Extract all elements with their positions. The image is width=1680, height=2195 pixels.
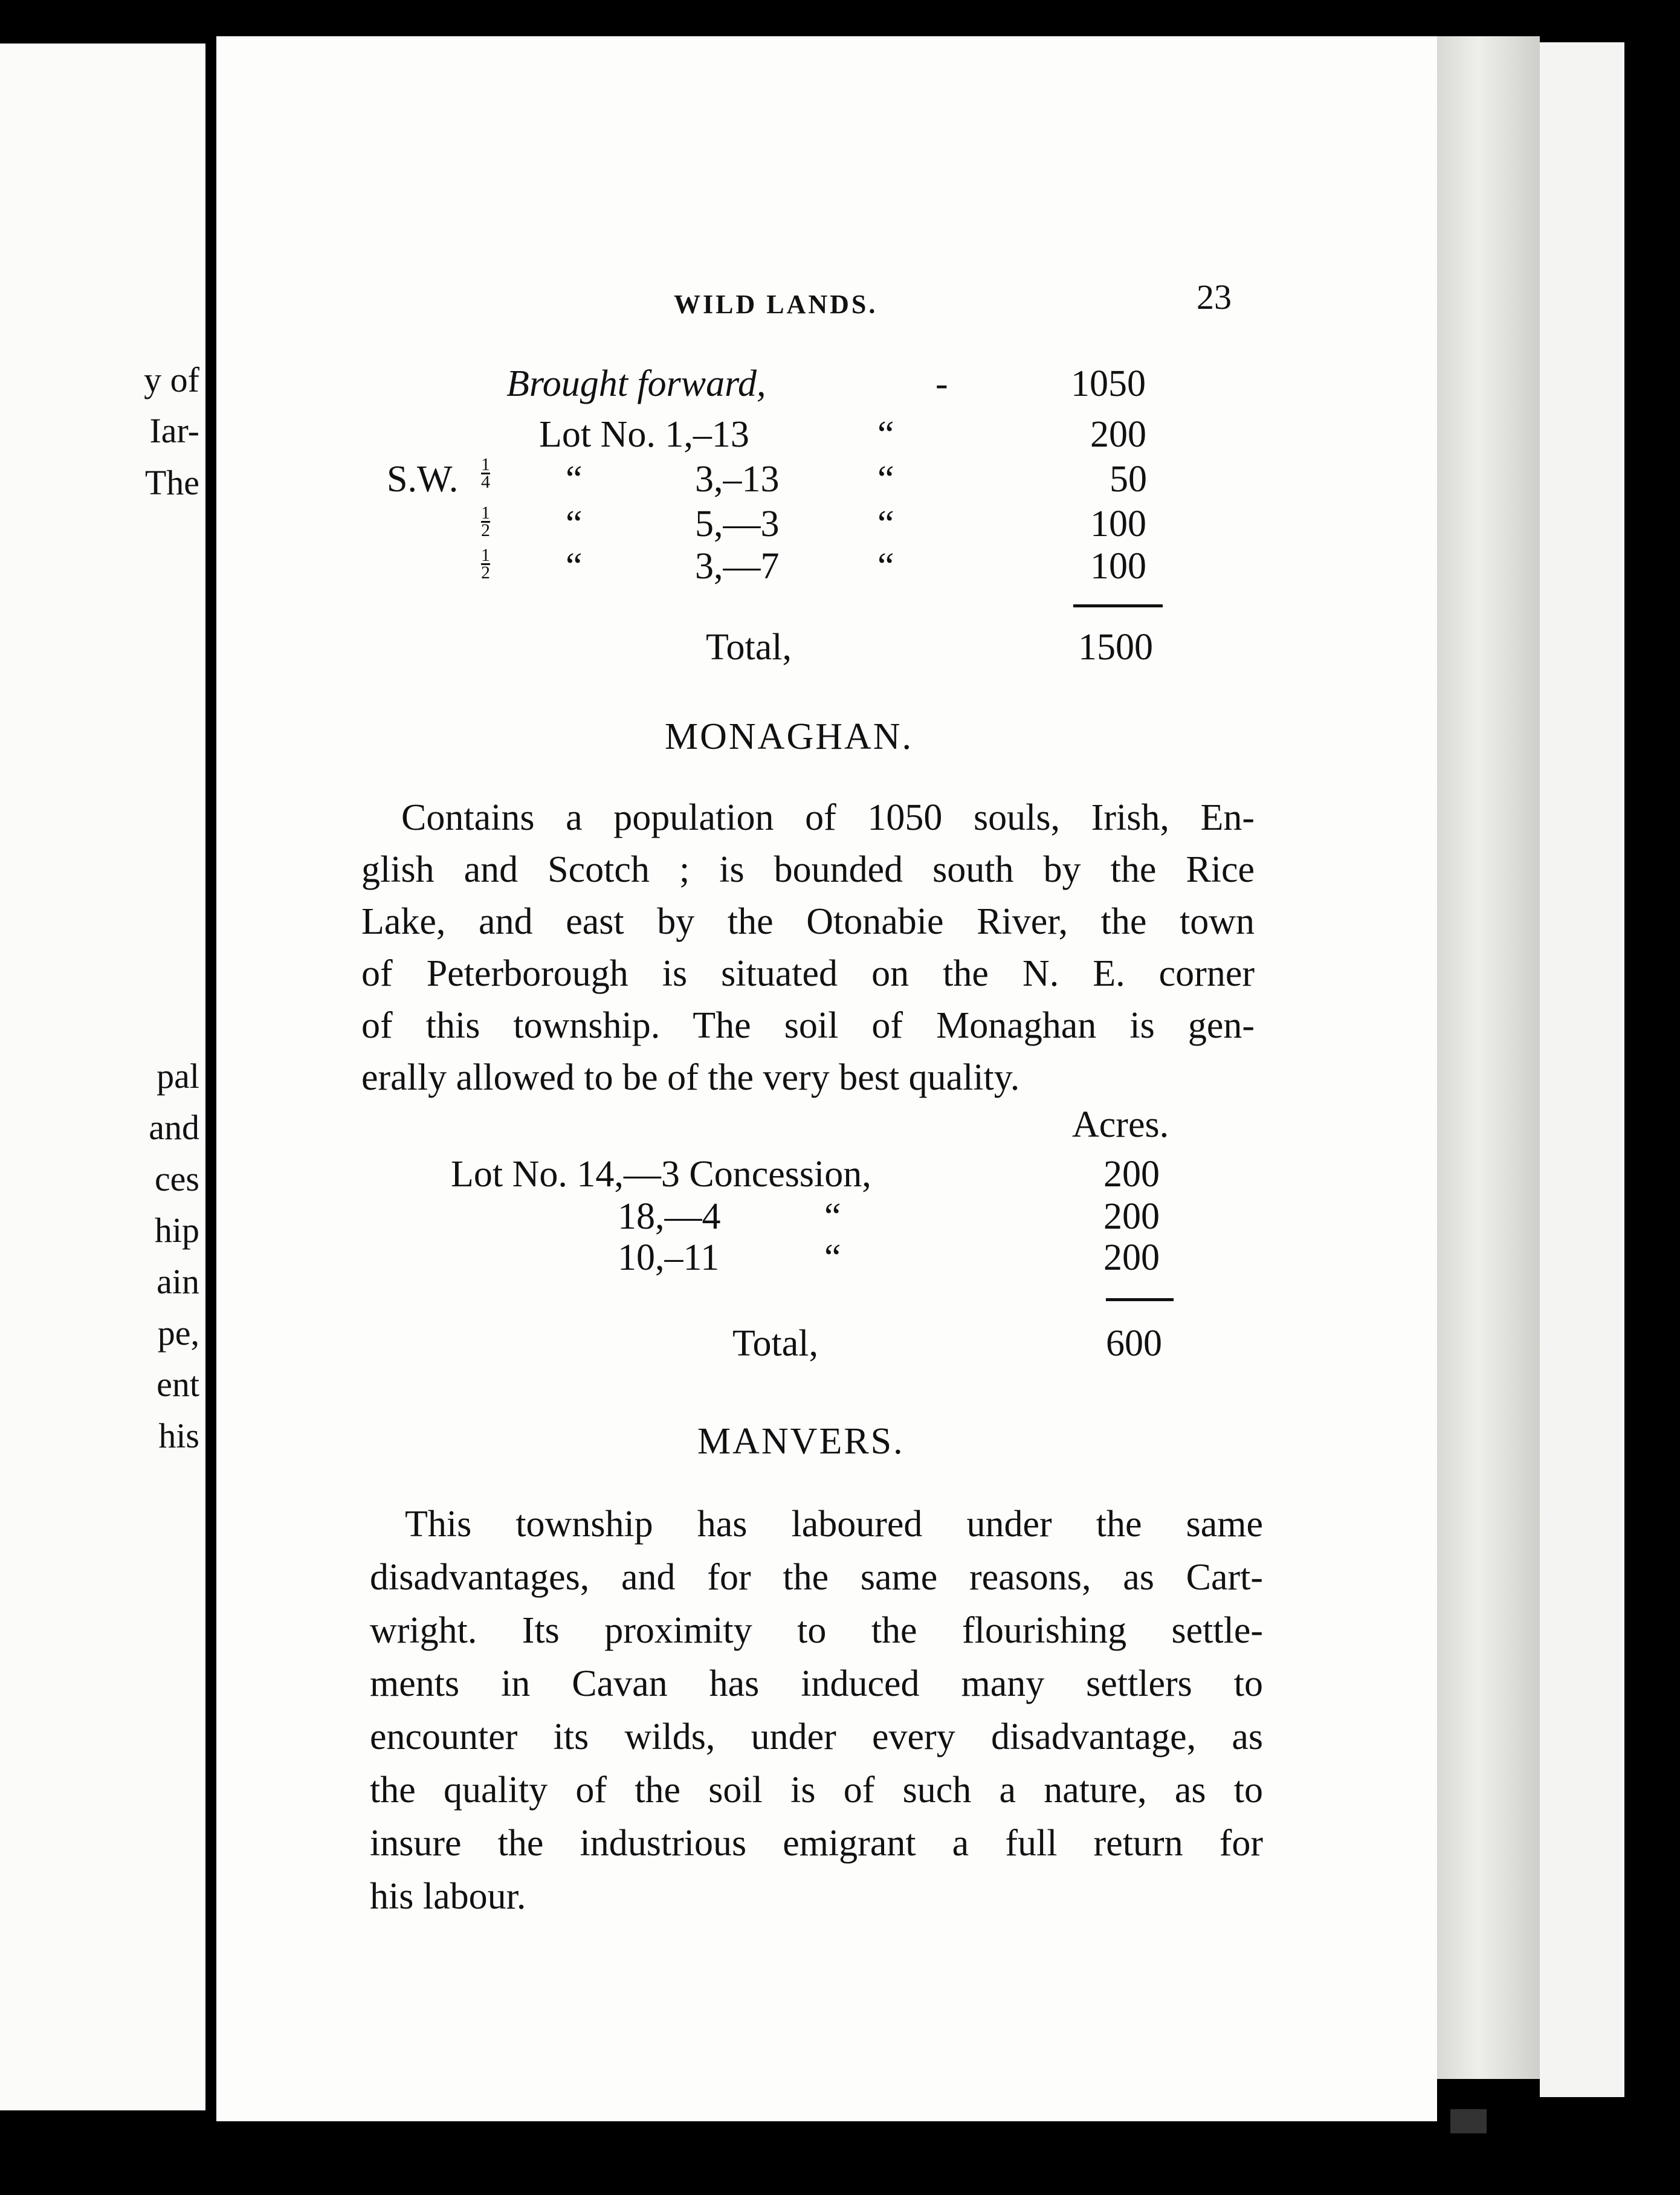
table1-total-value: 1500 (1078, 627, 1153, 668)
left-page-line: his (158, 1416, 199, 1455)
book-gutter (205, 36, 216, 2121)
paragraph-line: of Peterborough is situated on the N. E. corner (361, 953, 1255, 994)
fraction-numerator: 1 (481, 545, 490, 565)
monaghan-acres: 200 (1103, 1237, 1160, 1278)
left-page-line: Iar- (149, 411, 199, 450)
paragraph-line: This township has laboured under the same (405, 1504, 1263, 1545)
left-page-line: ent (157, 1365, 199, 1404)
paragraph-line: the quality of the soil is of such a nature, as to (370, 1770, 1263, 1811)
table1-quote: “ (566, 546, 583, 587)
monaghan-acres: 200 (1103, 1154, 1160, 1195)
paragraph-line: glish and Scotch ; is bounded south by the Rice (361, 849, 1255, 890)
paragraph-line: ments in Cavan has induced many settlers to (370, 1663, 1263, 1704)
table1-acres: 100 (1090, 503, 1146, 545)
paragraph-line: insure the industrious emigrant a full return for (370, 1823, 1263, 1864)
table1-ditto: “ (877, 546, 894, 587)
table1-quote: “ (566, 459, 583, 500)
monaghan-acres: 200 (1103, 1196, 1160, 1237)
manvers-paragraph (370, 1498, 1263, 1923)
running-title: WILD LANDS. (674, 289, 878, 319)
table1-quote: “ (566, 503, 583, 545)
brought-forward-value: 1050 (1071, 363, 1146, 404)
monaghan-total-value: 600 (1106, 1323, 1162, 1364)
paragraph-line: his labour. (370, 1876, 526, 1917)
section-heading-manvers: MANVERS. (697, 1421, 905, 1462)
brought-forward-dash: - (935, 363, 948, 404)
monaghan-ditto: “ (824, 1196, 841, 1237)
page-edge-shadow (1437, 36, 1540, 2079)
left-page-line: pe, (157, 1313, 199, 1353)
left-page-line: y of (144, 360, 199, 399)
monaghan-lot: Lot No. 14,—3 Concession, (451, 1154, 871, 1195)
scan-mark (1450, 2109, 1487, 2133)
table1-total-label: Total, (706, 627, 792, 668)
table1-prefix: S.W. (387, 459, 459, 500)
left-page-line: and (149, 1108, 199, 1147)
table1-ditto: “ (877, 503, 894, 545)
paragraph-line: erally allowed to be of the very best quality. (361, 1057, 1020, 1098)
left-facing-page (0, 44, 205, 2110)
table1-lot: 3,—7 (695, 546, 780, 587)
table1-fraction (481, 545, 490, 583)
acres-column-header: Acres. (1072, 1104, 1169, 1145)
fraction-denominator: 4 (481, 472, 490, 492)
monaghan-total-label: Total, (732, 1323, 819, 1364)
paragraph-line: encounter its wilds, under every disadvantage, as (370, 1716, 1263, 1757)
left-page-line: pal (157, 1056, 199, 1096)
table1-acres: 200 (1090, 414, 1146, 455)
monaghan-lot: 18,—4 (618, 1196, 721, 1237)
sum-rule (1073, 604, 1163, 607)
fraction-denominator: 2 (481, 520, 490, 540)
table1-ditto: “ (877, 414, 894, 455)
table1-acres: 50 (1110, 459, 1147, 500)
left-page-line: The (144, 463, 199, 502)
fraction-numerator: 1 (481, 503, 490, 523)
left-page-line: ces (154, 1159, 199, 1198)
paragraph-line: disadvantages, and for the same reasons, as Cart- (370, 1557, 1263, 1598)
paragraph-line: of this township. The soil of Monaghan is gen- (361, 1005, 1255, 1046)
monaghan-paragraph (361, 792, 1255, 1104)
next-page-edge (1540, 42, 1624, 2097)
table1-acres: 100 (1090, 546, 1146, 587)
page-number: 23 (1197, 277, 1232, 317)
table1-fraction (481, 454, 490, 492)
left-page-line: ain (157, 1262, 199, 1301)
monaghan-ditto: “ (824, 1237, 841, 1278)
monaghan-lot: 10,–11 (618, 1237, 720, 1278)
table1-lot: Lot No. 1,–13 (539, 414, 749, 455)
table1-fraction (481, 505, 490, 538)
section-heading-monaghan: MONAGHAN. (665, 716, 914, 757)
table1-ditto: “ (877, 459, 894, 500)
sum-rule (1106, 1298, 1174, 1301)
fraction-numerator: 1 (481, 454, 490, 474)
paragraph-line: wright. Its proximity to the flourishing settle- (370, 1610, 1263, 1651)
table1-lot: 3,–13 (695, 459, 780, 500)
left-page-line: hip (154, 1211, 199, 1250)
paragraph-line: Lake, and east by the Otonabie River, the town (361, 901, 1255, 942)
table1-lot: 5,—3 (695, 503, 780, 545)
fraction-denominator: 2 (481, 563, 490, 583)
paragraph-line: Contains a population of 1050 souls, Irish, En- (401, 797, 1255, 838)
brought-forward-label: Brought forward, (506, 363, 766, 404)
